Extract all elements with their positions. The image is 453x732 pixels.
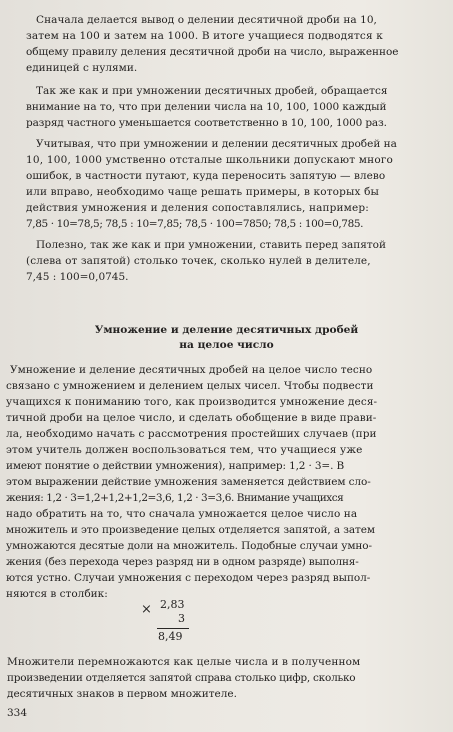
text-line: 7,85 · 10=78,5; 78,5 : 10=7,85; 78,5 · 100=7850; 78,5 : 100=0,785. bbox=[26, 218, 364, 230]
text-line: внимание на то, что при делении числа на 10, 100, 1000 каждый bbox=[26, 101, 387, 113]
heading-line: Умножение и деление десятичных дробей bbox=[94, 324, 359, 336]
text-line: десятичных знаков в первом множителе. bbox=[7, 688, 237, 700]
text-line: ются устно. Случаи умножения с переходом через разряд выпол- bbox=[6, 572, 371, 584]
heading-line: на целое число bbox=[179, 339, 274, 351]
text-line: Сначала делается вывод о делении десятичной дроби на 10, bbox=[36, 14, 377, 26]
text-line: разряд частного уменьшается соответственно в 10, 100, 1000 раз. bbox=[26, 117, 387, 129]
paragraph-multiplication-intro bbox=[0, 362, 453, 602]
text-line: связано с умножением и делением целых чисел. Чтобы подвести bbox=[6, 380, 374, 392]
text-line: ошибок, в частности путают, куда переносить запятую — влево bbox=[26, 170, 386, 182]
text-line: действия умножения и деления сопоставлялись, например: bbox=[26, 202, 369, 214]
text-line: надо обратить на то, что сначала умножается целое число на bbox=[6, 508, 358, 520]
text-line: Умножение и деление десятичных дробей на целое число тесно bbox=[10, 364, 373, 376]
text-line: 7,45 : 100=0,0745. bbox=[26, 271, 129, 283]
text-line: (слева от запятой) столько точек, сколько нулей в делителе, bbox=[26, 255, 371, 267]
result-line bbox=[157, 628, 189, 629]
paragraph-conclusion bbox=[0, 654, 453, 702]
text-line: множитель и это произведение целых отделяется запятой, а затем bbox=[6, 524, 375, 536]
page-number: 334 bbox=[7, 707, 28, 719]
text-line: учащихся к пониманию того, как производится умножение деся- bbox=[6, 396, 378, 408]
text-line: общему правилу деления десятичной дроби на число, выраженное bbox=[26, 46, 399, 58]
text-line: этом учитель должен воспользоваться тем, что учащиеся уже bbox=[6, 444, 363, 456]
multiplication-sign: × bbox=[141, 602, 152, 617]
text-line: имеют понятие о действии умножения), например: 1,2 · 3=. В bbox=[6, 460, 345, 472]
text-line: жения: 1,2 · 3=1,2+1,2+1,2=3,6, 1,2 · 3=3,6. Внимание учащихся bbox=[6, 492, 344, 504]
product: 8,49 bbox=[158, 630, 183, 643]
paragraph-division-by-ten bbox=[0, 12, 453, 76]
text-line: ла, необходимо начать с рассмотрения простейших случаев (при bbox=[6, 428, 377, 440]
text-line: Множители перемножаются как целые числа и в полученном bbox=[7, 656, 361, 668]
paragraph-comma-mistakes bbox=[0, 136, 453, 232]
text-line: затем на 100 и затем на 1000. В итоге учащиеся подводятся к bbox=[26, 30, 383, 42]
section-heading bbox=[0, 323, 453, 353]
text-line: единицей с нулями. bbox=[26, 62, 138, 74]
text-line: или вправо, необходимо чаще решать примеры, в которых бы bbox=[26, 186, 380, 198]
text-line: Учитывая, что при умножении и делении десятичных дробей на bbox=[36, 138, 397, 150]
text-line: жения (без перехода через разряд ни в одном разряде) выполня- bbox=[6, 556, 359, 568]
text-line: этом выражении действие умножения заменяется действием сло- bbox=[6, 476, 371, 488]
paragraph-digit-decrease bbox=[0, 83, 453, 131]
text-line: умножаются десятые доли на множитель. Подобные случаи умно- bbox=[6, 540, 372, 552]
paragraph-dots-before-comma bbox=[0, 237, 453, 285]
text-line: 10, 100, 1000 умственно отсталые школьники допускают много bbox=[26, 154, 394, 166]
text-line: няются в столбик: bbox=[6, 588, 108, 600]
text-line: Полезно, так же как и при умножении, ставить перед запятой bbox=[36, 239, 386, 251]
column-multiplication bbox=[141, 598, 201, 648]
text-line: произведении отделяется запятой справа столько цифр, сколько bbox=[7, 672, 356, 684]
multiplicand: 2,83 bbox=[160, 598, 185, 611]
multiplier: 3 bbox=[178, 612, 185, 625]
text-line: Так же как и при умножении десятичных дробей, обращается bbox=[36, 85, 388, 97]
text-line: тичной дроби на целое число, и сделать обобщение в виде прави- bbox=[6, 412, 377, 424]
